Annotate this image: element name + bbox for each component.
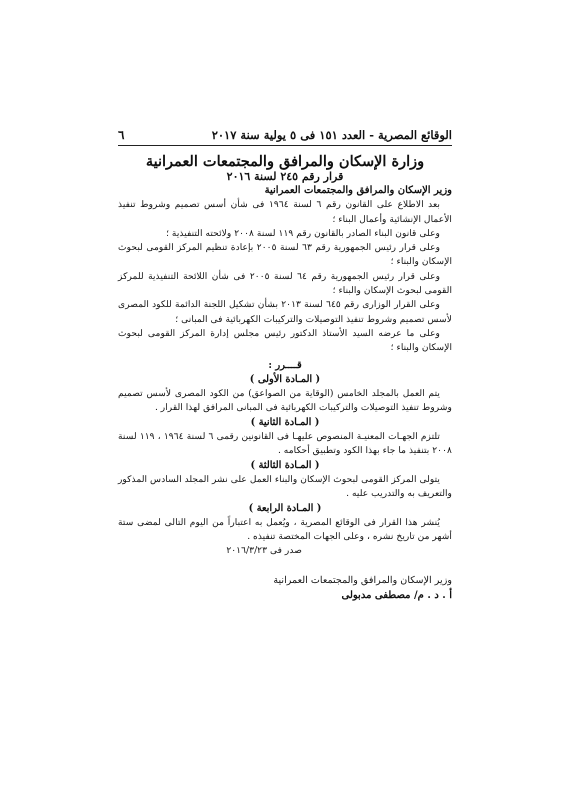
preamble-paragraph: وعلى قانون البناء الصادر بالقانون رقم ١١٩ لسنة ٢٠٠٨ ولائحته التنفيذية ؛ [166, 227, 440, 239]
article-title: ( المـادة الأولى ) [249, 373, 321, 385]
signature-title: وزير الإسكان والمرافق والمجتمعات العمرانية [273, 574, 452, 586]
article-text: يُنشر هذا القرار فى الوقائع المصرية ، ويُعمل به اعتباراً من اليوم التالى لمضى ستة أشهر من تاريخ نشره ، وعلى الجهات المختصة تنفيذه . [118, 516, 452, 543]
ministry-heading: وزارة الإسكان والمرافق والمجتمعات العمرانية [145, 153, 425, 170]
decides-heading: قــــرر : [268, 359, 302, 371]
preamble-paragraph: وعلى قرار رئيس الجمهورية رقم ٦٤ لسنة ٢٠٠٥ فى شأن اللائحة التنفيذية للمركز القومى لبحوث الإسكان والبناء ؛ [118, 270, 452, 297]
minister-title: وزير الإسكان والمرافق والمجتمعات العمرانية [264, 185, 452, 196]
header-title: الوقائع المصرية - العدد ١٥١ فى ٥ يولية سنة ٢٠١٧ [211, 128, 452, 142]
article-text: تلتزم الجهـات المعنيـة المنصوص عليهـا فى القانونين رقمى ٦ لسنة ١٩٦٤ ، ١١٩ لسنة ٢٠٠٨ بتنفيذ ما جاء بهذا الكود وتطبيق أحكامه . [118, 431, 452, 457]
preamble-paragraph: وعلى القرار الوزارى رقم ٦٤٥ لسنة ٢٠١٣ بشأن تشكيل اللجنة الدائمة للكود المصرى لأسس تصميم وشروط تنفيذ التوصيلات والتركيبات الكهربائية فى المبانى ؛ [118, 299, 452, 325]
preamble-paragraph: بعد الاطلاع على القانون رقم ٦ لسنة ١٩٦٤ فى شأن أسس تصميم وشروط تنفيذ الأعمال الإنشائية وأعمال البناء ؛ [118, 199, 452, 225]
preamble-paragraph: وعلى ما عرضه السيد الأستاذ الدكتور رئيس مجلس إدارة المركز القومى لبحوث الإسكان والبناء ؛ [118, 327, 452, 354]
document-page [118, 128, 452, 603]
preamble-paragraph: وعلى قرار رئيس الجمهورية رقم ٦٣ لسنة ٢٠٠٥ بإعادة تنظيم المركز القومى لبحوث الإسكان والبناء ؛ [118, 242, 452, 268]
issue-date: صدر فى ٢٠١٦/٣/٢٣ [226, 545, 302, 557]
decree-number: قرار رقم ٢٤٥ لسنة ٢٠١٦ [226, 170, 344, 183]
article-text: يتم العمل بالمجلد الخامس (الوقاية من الصواعق) من الكود المصرى لأسس تصميم وشروط تنفيذ التوصيلات والتركيبات الكهربائية فى المبانى المرافق لهذا القرار . [118, 388, 452, 414]
signature-name: أ . د . م/ مصطفى مدبولى [341, 589, 452, 601]
article-title: ( المـادة الرابعة ) [248, 502, 322, 514]
signature-block [118, 573, 452, 603]
document-body [118, 184, 452, 603]
article-title: ( المـادة الثالثة ) [250, 459, 320, 471]
page-header [118, 128, 452, 146]
article-title: ( المـادة الثانية ) [250, 416, 320, 428]
page-number: ٦ [118, 128, 125, 142]
article-text: يتولى المركز القومى لبحوث الإسكان والبناء العمل على نشر المجلد السادس المذكور والتعريف به والتدريب عليه . [118, 473, 452, 500]
